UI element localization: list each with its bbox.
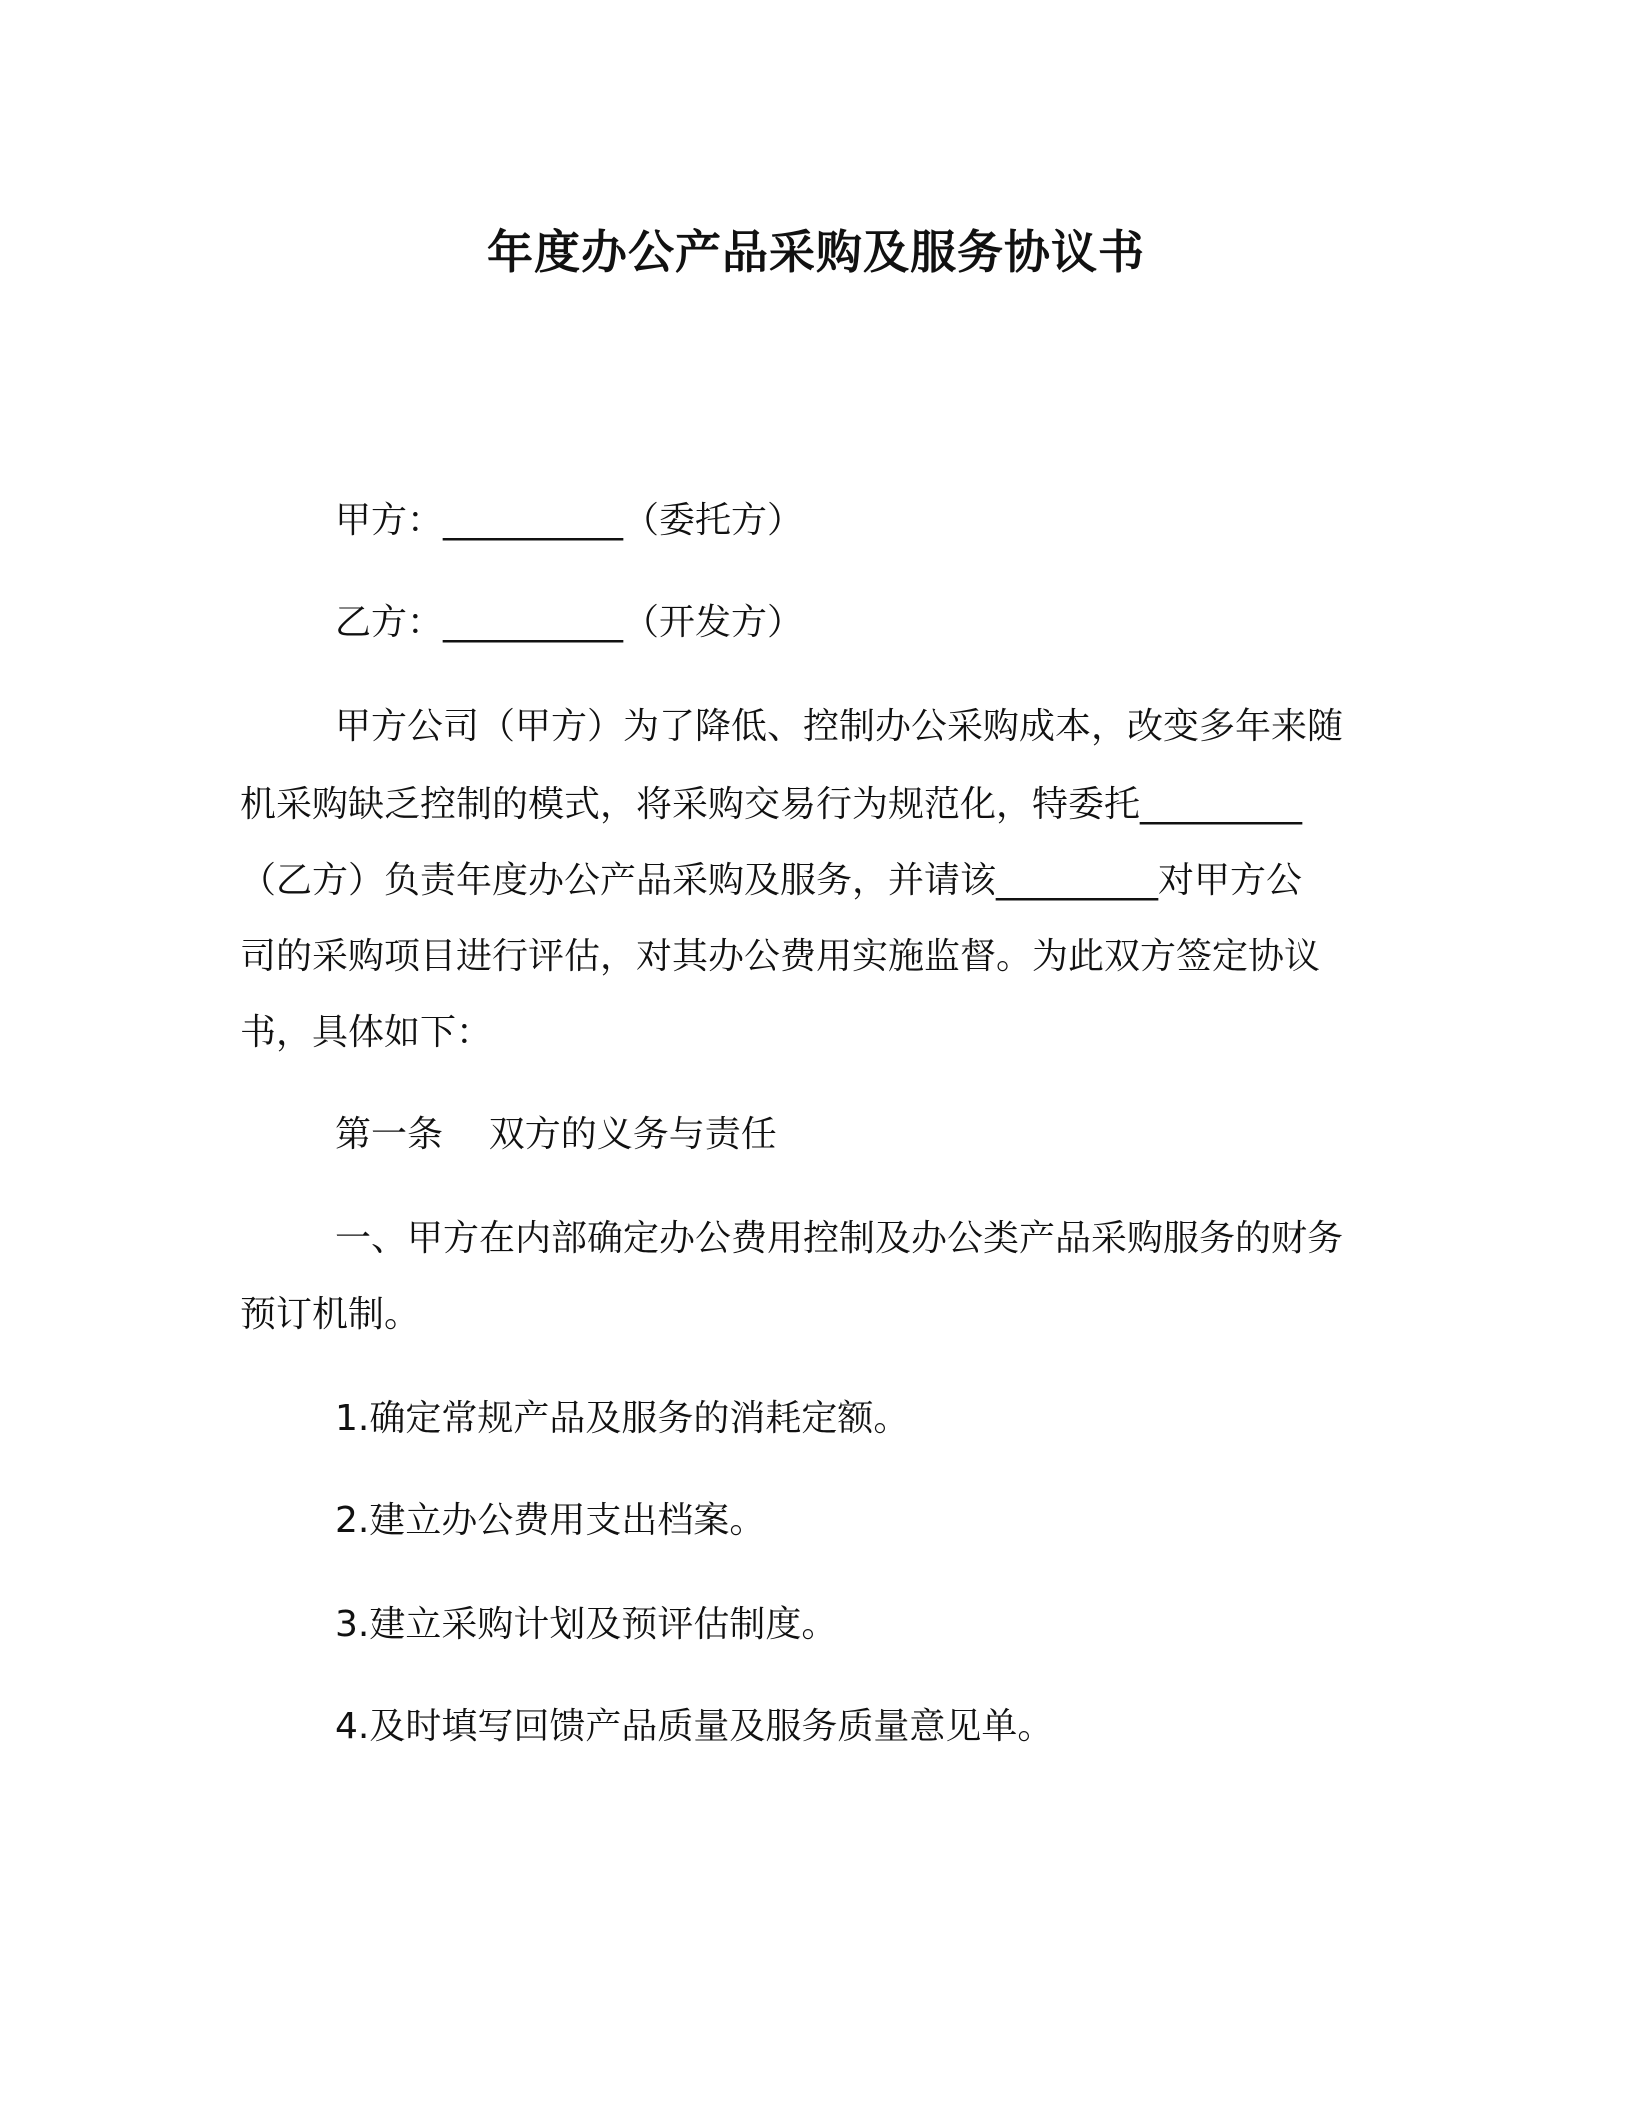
article-1-heading: 第一条 双方的义务与责任 (335, 1114, 777, 1155)
list-item: 2.建立办公费用支出档案。 (335, 1500, 766, 1541)
intro-line: 甲方公司（甲方）为了降低、控制办公采购成本，改变多年来随 (335, 706, 1344, 747)
intro-line: 司的采购项目进行评估，对其办公费用实施监督。为此双方签定协议 (240, 936, 1321, 977)
document-title: 年度办公产品采购及服务协议书 (487, 225, 1145, 279)
party-b-role: （开发方） (623, 602, 804, 643)
intro-line: （乙方）负责年度办公产品采购及服务，并请该_________对甲方公 (240, 860, 1303, 901)
party-a-blank: __________ (443, 500, 624, 541)
party-b-label: 乙方： (335, 602, 444, 643)
party-a-line (335, 496, 803, 546)
party-a-role: （委托方） (623, 500, 804, 541)
list-item: 4.及时填写回馈产品质量及服务质量意见单。 (335, 1706, 1054, 1747)
section-1-line: 一、甲方在内部确定办公费用控制及办公类产品采购服务的财务 (335, 1218, 1344, 1259)
party-b-blank: __________ (443, 602, 624, 643)
intro-line: 机采购缺乏控制的模式，将采购交易行为规范化，特委托_________ (240, 784, 1303, 825)
list-item: 1.确定常规产品及服务的消耗定额。 (335, 1398, 910, 1439)
party-b-line (335, 598, 803, 648)
section-1-line: 预订机制。 (240, 1294, 421, 1335)
party-a-label: 甲方： (335, 500, 444, 541)
list-item: 3.建立采购计划及预评估制度。 (335, 1604, 838, 1645)
intro-line: 书，具体如下： (240, 1012, 493, 1053)
